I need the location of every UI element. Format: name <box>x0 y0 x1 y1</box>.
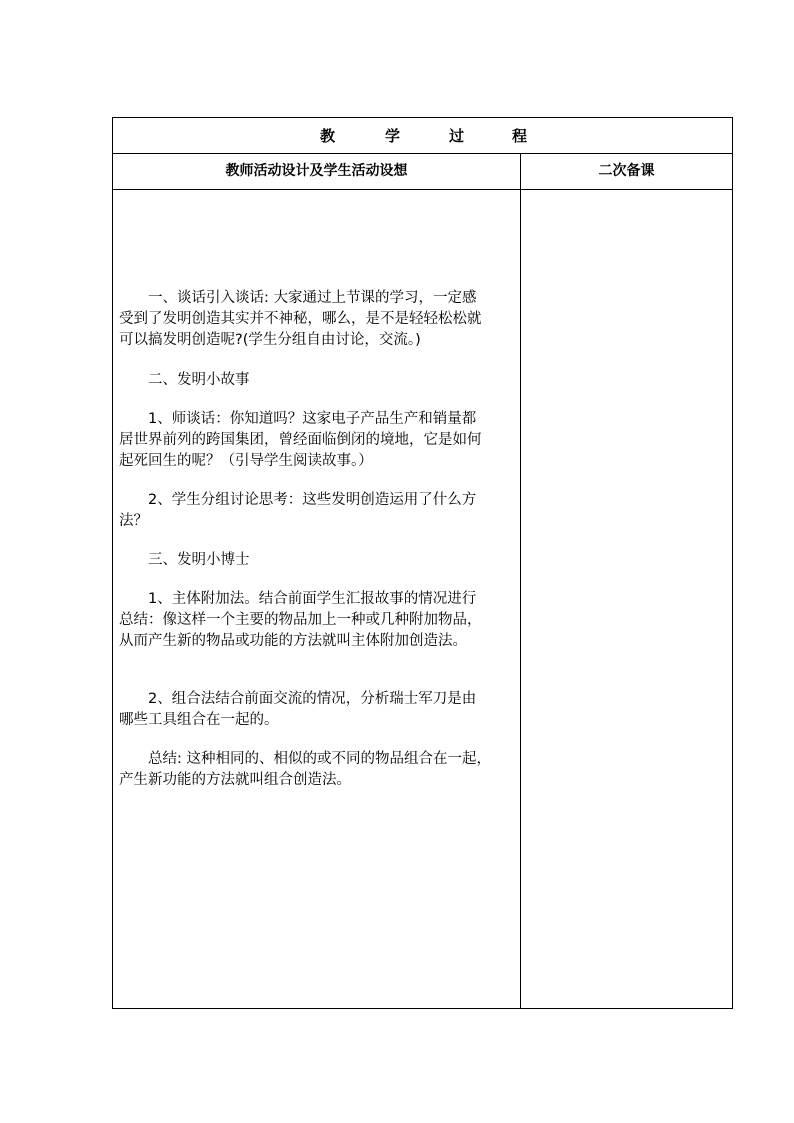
paragraph-addition-method <box>119 589 515 652</box>
lesson-table <box>112 117 733 1009</box>
p8-line1: 总结: 这种相同的、相似的或不同的物品组合在一起， <box>148 751 491 767</box>
p7-line1: 2、组合法结合前面交流的情况，分析瑞士军刀是由 <box>148 691 477 707</box>
paragraph-section-two <box>119 370 515 391</box>
p1-line2: 受到了发明创造其实并不神秘，哪么，是不是轻轻松松就 <box>119 311 482 327</box>
p6-line1: 1、主体附加法。结合前面学生汇报故事的情况进行 <box>148 591 477 607</box>
p4-line1: 2、学生分组讨论思考：这些发明创造运用了什么方 <box>148 492 477 508</box>
paragraph-combination-method <box>119 689 515 731</box>
title-char-3: 过 <box>449 127 465 145</box>
title-char-4: 程 <box>512 127 528 145</box>
paragraph-group-discussion <box>119 490 515 532</box>
paragraph-teacher-talk <box>119 409 515 472</box>
title-char-2: 学 <box>385 127 401 145</box>
p2-line: 二、发明小故事 <box>148 372 250 388</box>
p4-line2: 法？ <box>119 513 148 529</box>
p3-line2: 居世界前列的跨国集团，曾经面临倒闭的境地，它是如何 <box>119 432 482 448</box>
p8-line2: 产生新功能的方法就叫组合创造法。 <box>119 772 351 788</box>
p1-line1: 一、谈话引入谈话: 大家通过上节课的学习，一定感 <box>148 290 477 306</box>
paragraph-summary <box>119 749 515 791</box>
column-divider <box>520 154 521 1008</box>
table-header-row <box>113 154 732 190</box>
title-char-1: 教 <box>320 127 336 145</box>
header-teacher-activity: 教师活动设计及学生活动设想 <box>225 163 408 179</box>
p7-line2: 哪些工具组合在一起的。 <box>119 712 279 728</box>
p3-line1: 1、师谈话：你知道吗？这家电子产品生产和销量都 <box>148 411 477 427</box>
p1-line3: 可以搞发明创造呢?(学生分组自由讨论，交流。) <box>119 332 421 348</box>
p5-line: 三、发明小博士 <box>148 552 250 568</box>
table-title-row <box>113 118 732 154</box>
header-second-preparation: 二次备课 <box>598 163 655 179</box>
p6-line2: 总结：像这样一个主要的物品加上一种或几种附加物品， <box>119 612 482 628</box>
paragraph-section-three <box>119 550 515 571</box>
paragraph-intro <box>119 288 515 351</box>
p3-line3: 起死回生的呢？（引导学生阅读故事。） <box>119 453 373 469</box>
p6-line3: 从而产生新的物品或功能的方法就叫主体附加创造法。 <box>119 633 467 649</box>
